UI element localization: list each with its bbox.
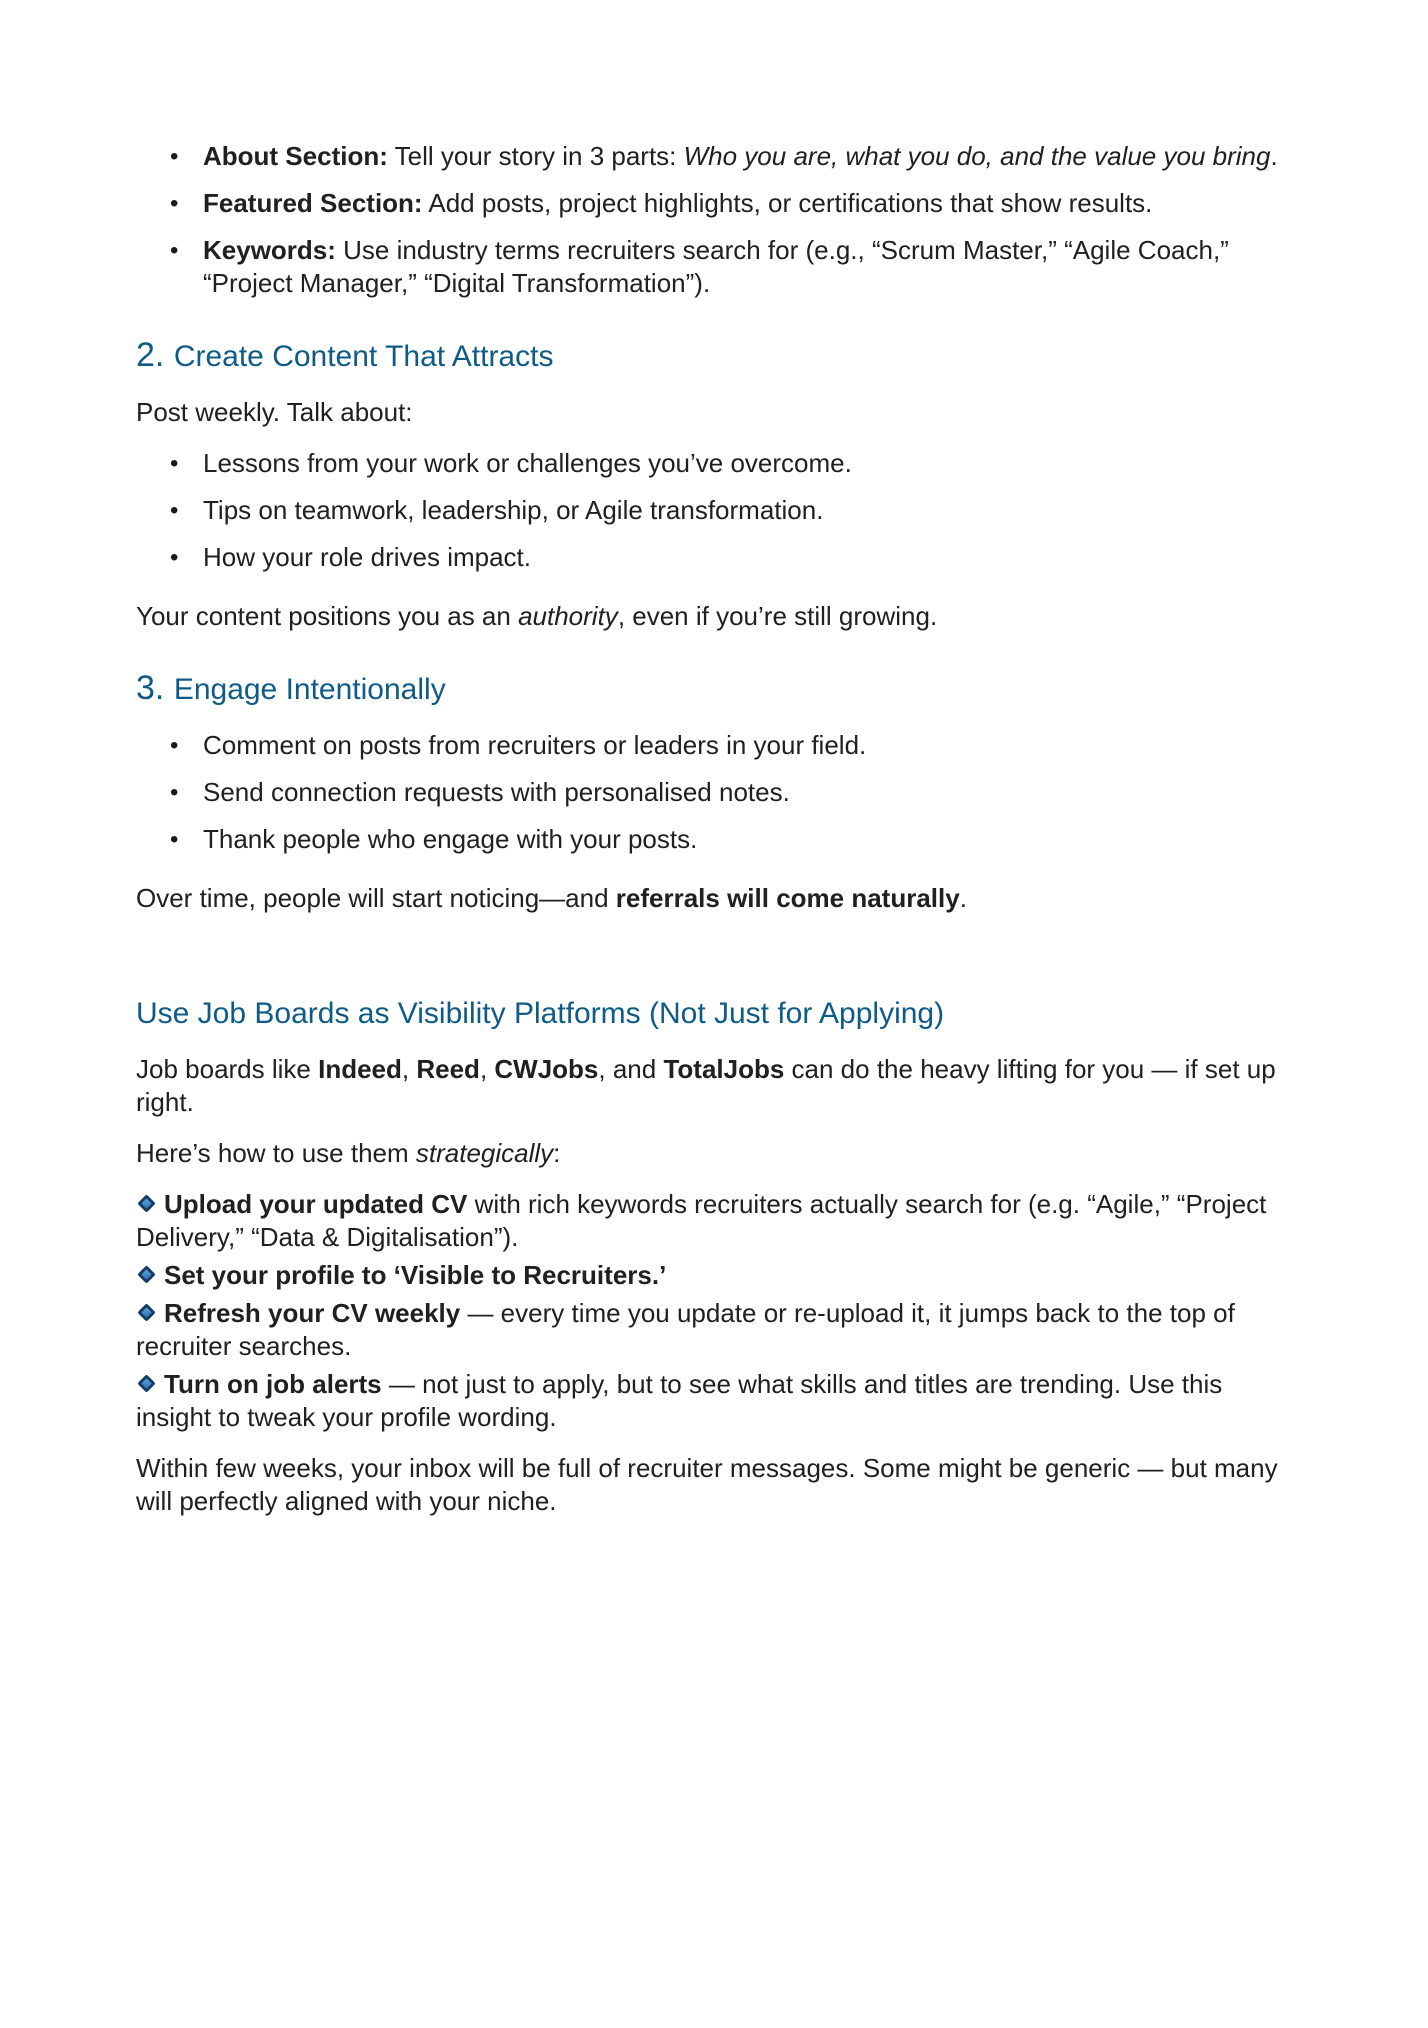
text-run: Set your profile to ‘Visible to Recruiters.’ <box>164 1260 667 1290</box>
blue-diamond-icon <box>136 1265 164 1287</box>
text-run: Featured Section: <box>203 188 423 218</box>
text-run: Here’s how to use them <box>136 1138 416 1168</box>
bullet-item <box>136 494 1292 527</box>
text-run: Thank people who engage with your posts. <box>203 824 698 854</box>
text-run: Add posts, project highlights, or certifications that show results. <box>422 188 1153 218</box>
text-run: Job boards like <box>136 1054 319 1084</box>
text-run: Within few weeks, your inbox will be full of recruiter messages. Some might be generic — but many will perfectly aligned with your niche. <box>136 1453 1278 1516</box>
blue-diamond-shape <box>137 1265 155 1283</box>
text-run: Your content positions you as an <box>136 601 519 631</box>
bullet-item <box>136 776 1292 809</box>
paragraph <box>136 1452 1292 1518</box>
text-run: How your role drives impact. <box>203 542 531 572</box>
blue-diamond-shape <box>137 1303 155 1321</box>
diamond-item <box>136 1368 1292 1434</box>
text-run: referrals will come naturally <box>615 883 960 913</box>
text-run: Comment on posts from recruiters or leaders in your field. <box>203 730 867 760</box>
text-run: Lessons from your work or challenges you’ve overcome. <box>203 448 852 478</box>
text-run: 3. <box>136 669 174 707</box>
blue-diamond-shape <box>137 1194 155 1212</box>
text-run: Reed <box>416 1054 480 1084</box>
paragraph <box>136 600 1292 633</box>
text-run: Engage Intentionally <box>173 673 446 706</box>
bullet-item <box>136 823 1292 856</box>
text-run: Indeed <box>318 1054 402 1084</box>
text-run: Refresh your CV weekly <box>164 1298 461 1328</box>
text-run: About Section: <box>203 141 388 171</box>
bullet-item <box>136 447 1292 480</box>
text-run: . <box>1270 141 1278 171</box>
text-run: authority <box>518 601 618 631</box>
section-heading <box>136 336 1292 376</box>
document-body <box>136 140 1292 1518</box>
text-run: with rich keywords recruiters actually search for (e.g. “Agile,” “Project Delivery,” “Data & Digitalisation”). <box>136 1189 1267 1252</box>
text-run: Use Job Boards as Visibility Platforms (Not Just for Applying) <box>136 997 945 1030</box>
blue-diamond-icon <box>136 1303 164 1325</box>
text-run: Keywords: <box>203 235 336 265</box>
text-run: Who you are, what you do, and the value you bring <box>683 141 1271 171</box>
text-run: , and <box>598 1054 664 1084</box>
text-run: Upload your updated CV <box>164 1189 468 1219</box>
blue-diamond-icon <box>136 1374 164 1396</box>
section-heading <box>136 995 1292 1033</box>
text-run: Post weekly. Talk about: <box>136 397 413 427</box>
text-run: Turn on job alerts <box>164 1369 382 1399</box>
text-run: Tell your story in 3 parts: <box>387 141 684 171</box>
paragraph <box>136 882 1292 915</box>
text-run: , even if you’re still growing. <box>617 601 938 631</box>
text-run: CWJobs <box>494 1054 599 1084</box>
text-run: . <box>959 883 967 913</box>
text-run: : <box>553 1138 561 1168</box>
bullet-list <box>136 729 1292 856</box>
text-run: Send connection requests with personalised notes. <box>203 777 790 807</box>
section-heading <box>136 669 1292 709</box>
blue-diamond-icon <box>136 1194 164 1216</box>
text-run: — not just to apply, but to see what skills and titles are trending. Use this insight to tweak your profile wording. <box>136 1369 1223 1432</box>
bullet-item <box>136 140 1292 173</box>
paragraph <box>136 1053 1292 1119</box>
bullet-item <box>136 234 1292 300</box>
text-run: Use industry terms recruiters search for (e.g., “Scrum Master,” “Agile Coach,” “Project Manager,” “Digital Transformation”). <box>203 235 1229 298</box>
bullet-list <box>136 140 1292 300</box>
diamond-item <box>136 1259 1292 1292</box>
text-run: — every time you update or re-upload it, it jumps back to the top of recruiter searches. <box>136 1298 1235 1361</box>
text-run: Tips on teamwork, leadership, or Agile transformation. <box>203 495 824 525</box>
text-run: can do the heavy lifting for you — if set up right. <box>136 1054 1276 1117</box>
diamond-item <box>136 1297 1292 1363</box>
paragraph <box>136 1137 1292 1170</box>
text-run: strategically <box>415 1138 554 1168</box>
bullet-list <box>136 447 1292 574</box>
paragraph <box>136 396 1292 429</box>
text-run: Create Content That Attracts <box>173 340 554 373</box>
text-run: TotalJobs <box>663 1054 785 1084</box>
text-run: , <box>401 1054 417 1084</box>
bullet-item <box>136 187 1292 220</box>
bullet-item <box>136 729 1292 762</box>
text-run: 2. <box>136 336 174 374</box>
text-run: , <box>479 1054 495 1084</box>
bullet-item <box>136 541 1292 574</box>
text-run: Over time, people will start noticing—and <box>136 883 616 913</box>
diamond-item <box>136 1188 1292 1254</box>
blue-diamond-shape <box>137 1374 155 1392</box>
